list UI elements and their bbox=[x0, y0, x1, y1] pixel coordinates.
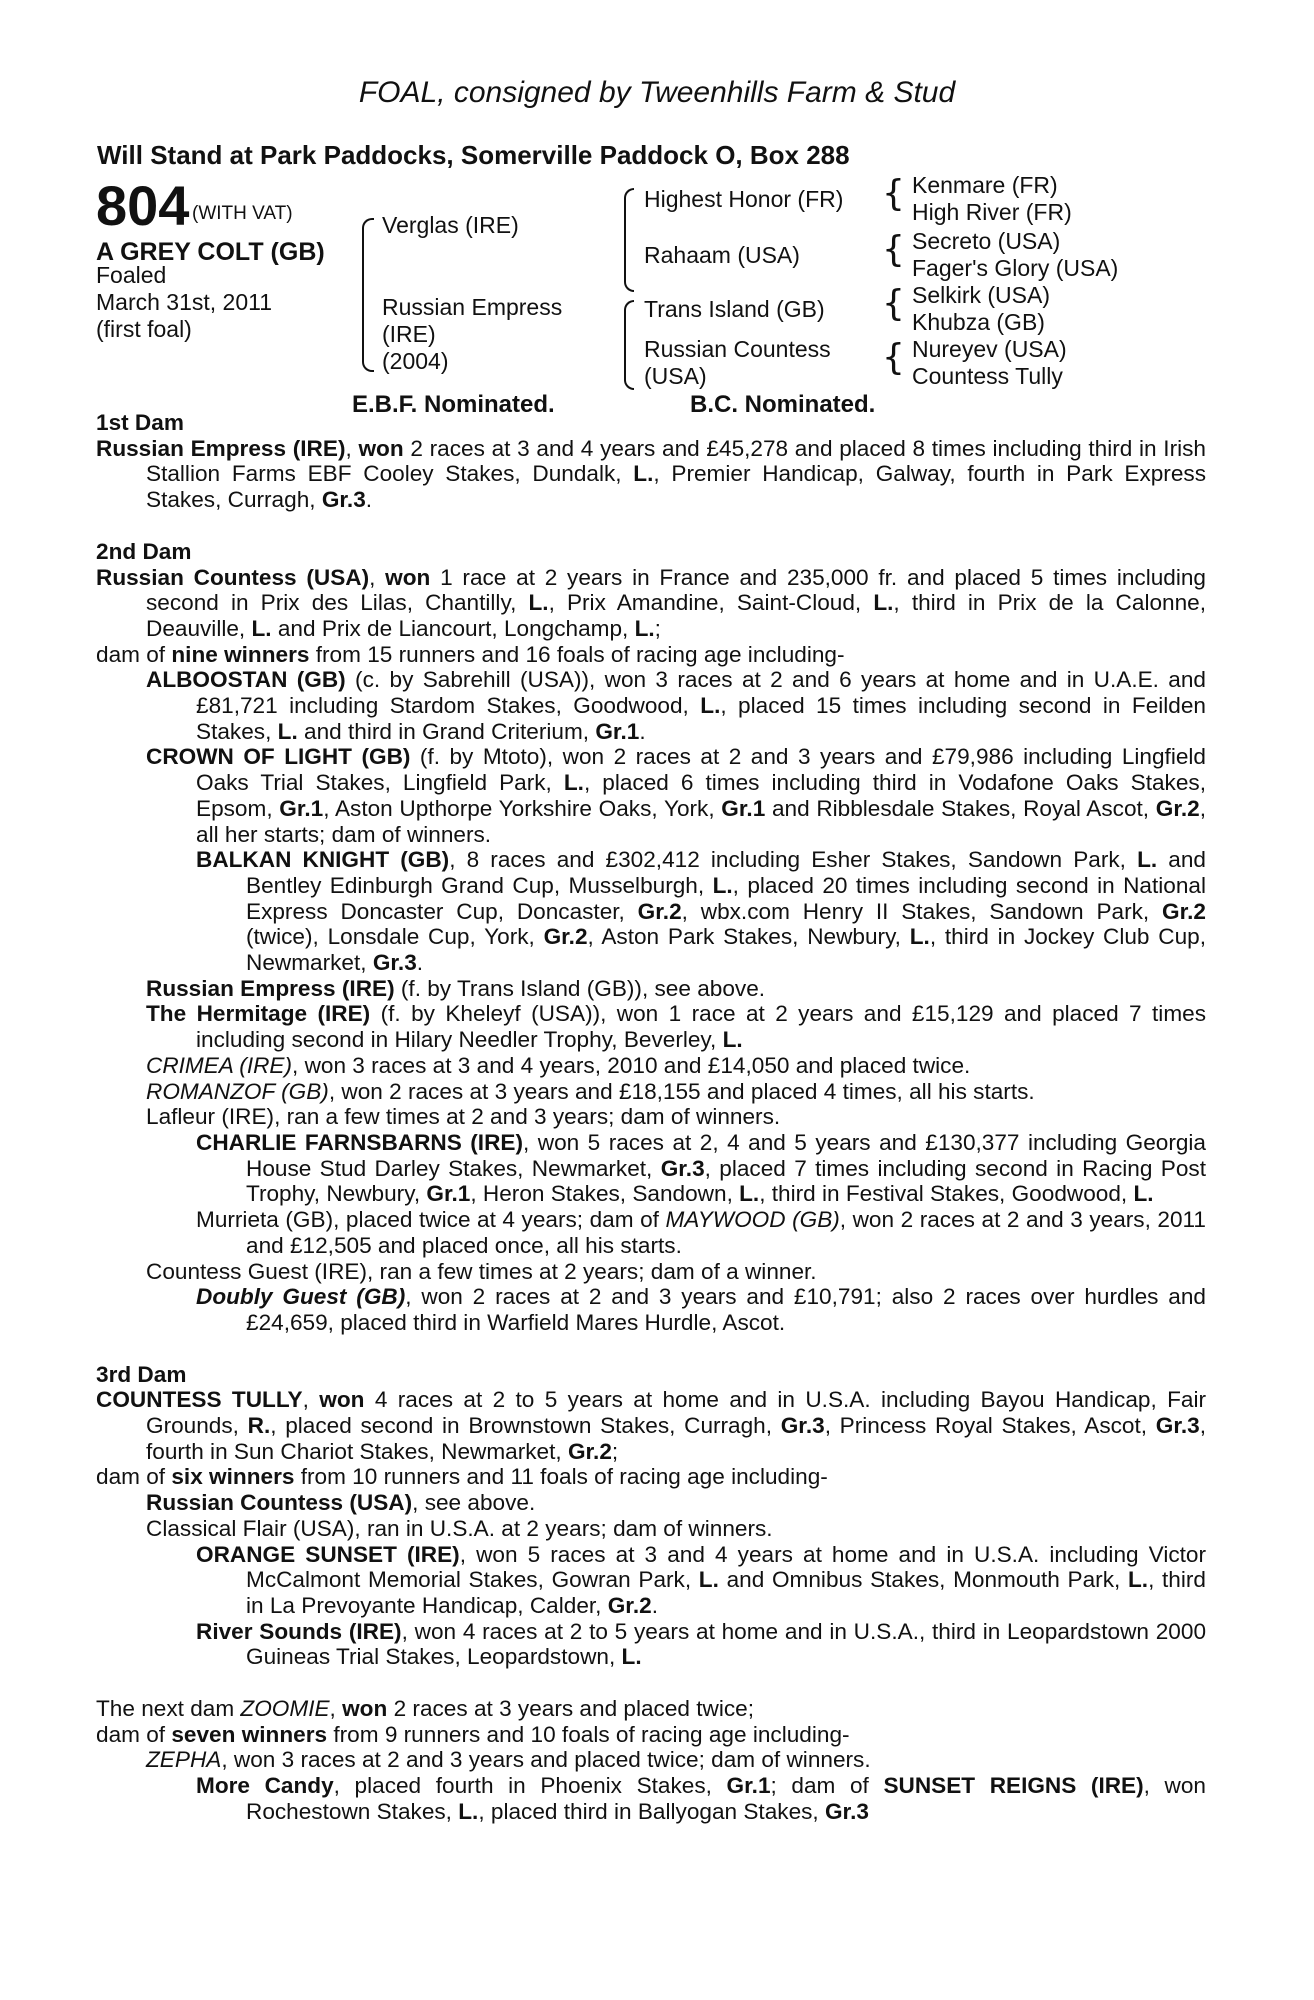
text-run: , Aston Park Stakes, Newbury, bbox=[587, 924, 910, 950]
text-run: , 8 races and £302,412 including Esher Stakes, Sandown Park, bbox=[449, 847, 1138, 873]
pedigree-dam-sire: Trans Island (GB) bbox=[644, 296, 825, 322]
text-run: from 10 runners and 11 foals of racing age including- bbox=[294, 1464, 828, 1490]
text-run: won bbox=[385, 564, 431, 590]
lot-title: A GREY COLT (GB) bbox=[96, 238, 325, 266]
text-run: Gr.1 bbox=[426, 1181, 471, 1207]
text-run: , won 5 races at 2, 4 and 5 years and £130,377 including Georgia House Stud Darley Stakes, Newmarket, bbox=[246, 1129, 1207, 1181]
text-run: Gr.3 bbox=[780, 1413, 825, 1439]
text-run: L. bbox=[458, 1798, 479, 1824]
record-paragraph bbox=[96, 1619, 1206, 1670]
text-run: , won 2 races at 2 and 3 years and £10,791; also 2 races over hurdles and £24,659, placed third in Warfield Mares Hurdle, Ascot. bbox=[246, 1284, 1206, 1335]
section-heading: 1st Dam bbox=[96, 410, 184, 435]
text-run: ; bbox=[611, 1438, 619, 1464]
text-run: , placed 7 times including second in Racing Post Trophy, Newbury, bbox=[246, 1155, 1206, 1207]
text-run: , bbox=[345, 435, 359, 461]
text-run: . bbox=[651, 1592, 658, 1618]
record-paragraph bbox=[96, 1490, 1206, 1516]
pedigree-dam-3: (2004) bbox=[382, 348, 449, 374]
text-run: , placed 15 times including second in Feilden Stakes, bbox=[196, 693, 1206, 744]
text-run: L. bbox=[700, 693, 721, 719]
text-run: , placed 20 times including second in National Express Doncaster Cup, Doncaster, bbox=[246, 872, 1206, 924]
section-heading: 3rd Dam bbox=[96, 1361, 187, 1387]
record-paragraph bbox=[96, 1542, 1206, 1619]
text-run: Gr.2 bbox=[1155, 795, 1200, 821]
text-run: 2 races at 3 and 4 years and £45,278 and placed 8 times including third in Irish Stallion Farms EBF Cooley Stakes, Dundalk, bbox=[146, 435, 1206, 487]
text-run: Gr.2 bbox=[1162, 898, 1206, 924]
record-paragraph bbox=[96, 1259, 1206, 1285]
section-gap bbox=[96, 1670, 1206, 1696]
text-run: , third in Prix de la Calonne, Deauville, bbox=[146, 590, 1207, 641]
foaled-label: Foaled bbox=[96, 262, 167, 288]
pedigree-g1: Kenmare (FR) bbox=[912, 172, 1058, 198]
text-run: 4 races at 2 to 5 years at home and in U.S.A. including Bayou Handicap, Fair Grounds, bbox=[146, 1387, 1206, 1439]
text-run: , placed second in Brownstown Stakes, Curragh, bbox=[270, 1413, 781, 1439]
consignor-line: FOAL, consigned by Tweenhills Farm & Stud bbox=[358, 76, 956, 109]
text-run: BALKAN KNIGHT (GB) bbox=[196, 847, 450, 873]
text-run: and Prix de Liancourt, Longchamp, bbox=[271, 615, 635, 641]
section-gap bbox=[96, 513, 1206, 539]
record-paragraph bbox=[96, 1130, 1206, 1207]
pedigree-dam-dam-2: (USA) bbox=[644, 363, 707, 389]
text-run: 1 race at 2 years in France and 235,000 fr. and placed 5 times including second in Prix des Lilas, Chantilly, bbox=[146, 564, 1206, 616]
text-run: won bbox=[358, 435, 404, 461]
text-run: . bbox=[416, 950, 424, 976]
text-run: More Candy bbox=[196, 1773, 334, 1799]
record-paragraph bbox=[96, 1001, 1206, 1052]
text-run: L. bbox=[277, 718, 298, 744]
pedigree-g7: Nureyev (USA) bbox=[912, 336, 1067, 362]
text-run: Gr.2 bbox=[637, 898, 682, 924]
text-run: Gr.1 bbox=[726, 1773, 771, 1799]
text-run: , bbox=[302, 1387, 320, 1413]
text-run: , wbx.com Henry II Stakes, Sandown Park, bbox=[681, 898, 1163, 924]
text-run: ROMANZOF (GB) bbox=[146, 1078, 329, 1104]
text-run: , Heron Stakes, Sandown, bbox=[470, 1181, 740, 1207]
text-run: seven winners bbox=[171, 1721, 328, 1747]
text-run: from 9 runners and 10 foals of racing age including- bbox=[327, 1721, 850, 1747]
text-run: L. bbox=[739, 1181, 760, 1207]
text-run: and Ribblesdale Stakes, Royal Ascot, bbox=[765, 795, 1156, 821]
text-run: , fourth in Sun Chariot Stakes, Newmarket, bbox=[146, 1413, 1206, 1464]
text-run: , placed fourth in Phoenix Stakes, bbox=[333, 1773, 727, 1799]
pedigree-g2: High River (FR) bbox=[912, 199, 1072, 225]
text-run: L. bbox=[909, 924, 930, 950]
record-paragraph bbox=[96, 1747, 1206, 1773]
pedigree-g8: Countess Tully bbox=[912, 363, 1063, 389]
text-run: COUNTESS TULLY bbox=[96, 1387, 303, 1413]
text-run: . bbox=[365, 487, 373, 513]
text-run: L. bbox=[633, 461, 654, 487]
text-run: , all her starts; dam of winners. bbox=[196, 795, 1207, 847]
foaled-date: March 31st, 2011 bbox=[96, 289, 273, 315]
pedigree-brace-dam bbox=[624, 300, 634, 390]
record-paragraph bbox=[96, 1696, 1206, 1722]
pedigree-g4: Fager's Glory (USA) bbox=[912, 255, 1119, 281]
pedigree-brace-3: { bbox=[882, 283, 905, 324]
text-run: Russian Empress (IRE) bbox=[96, 435, 346, 461]
pedigree-brace-2: { bbox=[882, 229, 905, 270]
text-run: L. bbox=[712, 872, 733, 898]
text-run: Gr.1 bbox=[595, 718, 640, 744]
text-run: Doubly Guest (GB) bbox=[196, 1284, 406, 1310]
text-run: won bbox=[342, 1696, 388, 1722]
text-run: Gr.3 bbox=[824, 1798, 869, 1824]
record-paragraph bbox=[96, 1284, 1206, 1335]
text-run: , won 2 races at 2 and 3 years, 2011 and £12,505 and placed once, all his starts. bbox=[246, 1207, 1206, 1258]
pedigree-sire: Verglas (IRE) bbox=[382, 212, 519, 238]
text-run: , Aston Upthorpe Yorkshire Oaks, York, bbox=[323, 795, 722, 821]
text-run: , bbox=[329, 1696, 343, 1722]
record-paragraph bbox=[96, 976, 1206, 1002]
record-paragraph bbox=[96, 1464, 1206, 1490]
vat-note: (WITH VAT) bbox=[192, 203, 293, 224]
text-run: ; dam of bbox=[770, 1773, 884, 1799]
text-run: from 15 runners and 16 foals of racing age including- bbox=[309, 641, 845, 667]
text-run: Murrieta (GB), placed twice at 4 years; dam of bbox=[196, 1207, 666, 1233]
text-run: L. bbox=[621, 1644, 642, 1670]
text-run: . bbox=[639, 718, 646, 744]
text-run: won bbox=[319, 1387, 365, 1413]
text-run: , placed third in Ballyogan Stakes, bbox=[478, 1798, 825, 1824]
record-paragraph bbox=[96, 436, 1206, 513]
text-run: Gr.3 bbox=[321, 487, 366, 513]
record-paragraph bbox=[96, 565, 1206, 642]
text-run: , won 5 races at 3 and 4 years at home and in U.S.A. including Victor McCalmont Memorial Stakes, Gowran Park, bbox=[246, 1541, 1207, 1593]
text-run: dam of bbox=[96, 1464, 172, 1490]
text-run: L. bbox=[251, 615, 272, 641]
text-run: L. bbox=[1133, 1181, 1154, 1207]
text-run: R. bbox=[247, 1413, 271, 1439]
bc-nominated: B.C. Nominated. bbox=[690, 391, 876, 418]
text-run: Classical Flair (USA), ran in U.S.A. at 2 years; dam of winners. bbox=[146, 1515, 773, 1541]
lot-number: 804 bbox=[96, 174, 190, 237]
text-run: (f. by Kheleyf (USA)), won 1 race at 2 years and £15,129 and placed 7 times including second in Hilary Needler Trophy, Beverley, bbox=[196, 1001, 1206, 1053]
text-run: , won 3 races at 2 and 3 years and placed twice; dam of winners. bbox=[221, 1747, 871, 1773]
record-paragraph bbox=[96, 847, 1206, 976]
text-run: (twice), Lonsdale Cup, York, bbox=[246, 924, 544, 950]
pedigree-brace-4: { bbox=[882, 337, 905, 378]
text-run: L. bbox=[873, 590, 894, 616]
text-run: Gr.3 bbox=[372, 950, 417, 976]
text-run: six winners bbox=[171, 1464, 295, 1490]
pedigree-g3: Secreto (USA) bbox=[912, 228, 1061, 254]
pedigree-dam-2: (IRE) bbox=[382, 321, 436, 347]
text-run: Gr.3 bbox=[1155, 1413, 1200, 1439]
text-run: Russian Empress (IRE) bbox=[146, 975, 395, 1001]
record-paragraph bbox=[96, 1053, 1206, 1079]
text-run: ORANGE SUNSET (IRE) bbox=[196, 1541, 460, 1567]
pedigree-g6: Khubza (GB) bbox=[912, 309, 1045, 335]
text-run: (c. by Sabrehill (USA)), won 3 races at 2 and 6 years at home and in U.A.E. and £81,721 including Stardom Stakes, Goodwood, bbox=[196, 667, 1207, 719]
text-run: The next dam bbox=[96, 1696, 241, 1722]
text-run: L. bbox=[563, 770, 584, 796]
text-run: ALBOOSTAN (GB) bbox=[146, 667, 346, 693]
text-run: Russian Countess (USA) bbox=[146, 1490, 413, 1516]
record-paragraph bbox=[96, 1722, 1206, 1748]
text-run: CRIMEA (IRE) bbox=[146, 1052, 293, 1078]
pedigree-sire-dam: Rahaam (USA) bbox=[644, 242, 800, 268]
record-paragraph bbox=[96, 1773, 1206, 1824]
text-run: , Princess Royal Stakes, Ascot, bbox=[824, 1413, 1156, 1439]
text-run: , third in Festival Stakes, Goodwood, bbox=[759, 1181, 1134, 1207]
text-run: (f. by Mtoto), won 2 races at 2 and 3 years and £79,986 including Lingfield Oaks Trial Stakes, Lingfield Park, bbox=[196, 744, 1206, 796]
text-run: SUNSET REIGNS (IRE) bbox=[883, 1773, 1144, 1799]
record-paragraph bbox=[96, 1516, 1206, 1542]
text-run: L. bbox=[698, 1567, 719, 1593]
text-run: L. bbox=[528, 590, 549, 616]
text-run: Gr.2 bbox=[607, 1592, 652, 1618]
text-run: (f. by Trans Island (GB)), see above. bbox=[394, 975, 766, 1001]
text-run: , Premier Handicap, Galway, fourth in Park Express Stakes, Curragh, bbox=[146, 461, 1206, 513]
text-run: and third in Grand Criterium, bbox=[297, 718, 596, 744]
text-run: 2 races at 3 years and placed twice; bbox=[387, 1696, 755, 1722]
pedigree-dam-dam-1: Russian Countess bbox=[644, 336, 831, 362]
record-paragraph bbox=[96, 667, 1206, 744]
text-run: ; bbox=[654, 615, 661, 641]
text-run: CROWN OF LIGHT (GB) bbox=[146, 744, 411, 770]
text-run: , won 3 races at 3 and 4 years, 2010 and £14,050 and placed twice. bbox=[292, 1052, 971, 1078]
ebf-nominated: E.B.F. Nominated. bbox=[352, 391, 555, 418]
record-paragraph bbox=[96, 1387, 1206, 1464]
record-paragraph bbox=[96, 1079, 1206, 1105]
text-run: L. bbox=[1127, 1567, 1149, 1593]
text-run: ZEPHA bbox=[146, 1747, 222, 1773]
section-heading: 2nd Dam bbox=[96, 538, 192, 564]
text-run: , bbox=[369, 564, 386, 590]
text-run: Russian Countess (USA) bbox=[96, 564, 370, 590]
text-run: The Hermitage (IRE) bbox=[146, 1001, 371, 1027]
text-run: ZOOMIE bbox=[240, 1696, 330, 1722]
text-run: , won 4 races at 2 to 5 years at home and in U.S.A., third in Leopardstown 2000 Guineas Trial Stakes, Leopardstown, bbox=[246, 1618, 1207, 1670]
text-run: CHARLIE FARNSBARNS (IRE) bbox=[196, 1129, 523, 1155]
pedigree-dam-1: Russian Empress bbox=[382, 294, 563, 320]
text-run: , placed 6 times including third in Vodafone Oaks Stakes, Epsom, bbox=[196, 770, 1206, 821]
text-run: , Prix Amandine, Saint-Cloud, bbox=[548, 590, 874, 616]
stand-location: Will Stand at Park Paddocks, Somerville Paddock O, Box 288 bbox=[97, 140, 850, 170]
produce-record bbox=[96, 410, 1206, 1825]
text-run: Gr.1 bbox=[279, 795, 324, 821]
text-run: and Omnibus Stakes, Monmouth Park, bbox=[718, 1567, 1128, 1593]
section-gap bbox=[96, 1336, 1206, 1362]
text-run: dam of bbox=[96, 641, 172, 667]
text-run: , see above. bbox=[412, 1490, 536, 1516]
pedigree-g5: Selkirk (USA) bbox=[912, 282, 1051, 308]
text-run: Gr.3 bbox=[660, 1155, 705, 1181]
text-run: River Sounds (IRE) bbox=[196, 1618, 402, 1644]
record-paragraph bbox=[96, 1207, 1206, 1258]
text-run: L. bbox=[722, 1027, 743, 1053]
text-run: nine winners bbox=[171, 641, 310, 667]
text-run: Gr.1 bbox=[721, 795, 766, 821]
text-run: MAYWOOD (GB) bbox=[665, 1207, 840, 1233]
text-run: Lafleur (IRE), ran a few times at 2 and 3 years; dam of winners. bbox=[146, 1104, 781, 1130]
record-paragraph bbox=[96, 642, 1206, 668]
pedigree-sire-sire: Highest Honor (FR) bbox=[644, 186, 844, 212]
text-run: , won Rochestown Stakes, bbox=[246, 1773, 1206, 1824]
text-run: Gr.2 bbox=[567, 1438, 612, 1464]
text-run: , third in La Prevoyante Handicap, Calder, bbox=[246, 1567, 1206, 1618]
first-foal-note: (first foal) bbox=[96, 316, 192, 342]
text-run: L. bbox=[1137, 847, 1158, 873]
record-paragraph bbox=[96, 744, 1206, 847]
record-paragraph bbox=[96, 1104, 1206, 1130]
text-run: Countess Guest (IRE), ran a few times at 2 years; dam of a winner. bbox=[146, 1258, 817, 1284]
text-run: and Bentley Edinburgh Grand Cup, Musselburgh, bbox=[246, 847, 1206, 898]
pedigree-brace-sire bbox=[624, 188, 634, 292]
pedigree-brace-main bbox=[362, 218, 374, 372]
text-run: dam of bbox=[96, 1721, 172, 1747]
text-run: , third in Jockey Club Cup, Newmarket, bbox=[246, 924, 1206, 976]
text-run: L. bbox=[634, 615, 655, 641]
text-run: Gr.2 bbox=[543, 924, 588, 950]
pedigree-brace-1: { bbox=[882, 173, 905, 214]
text-run: , won 2 races at 3 years and £18,155 and placed 4 times, all his starts. bbox=[328, 1078, 1035, 1104]
